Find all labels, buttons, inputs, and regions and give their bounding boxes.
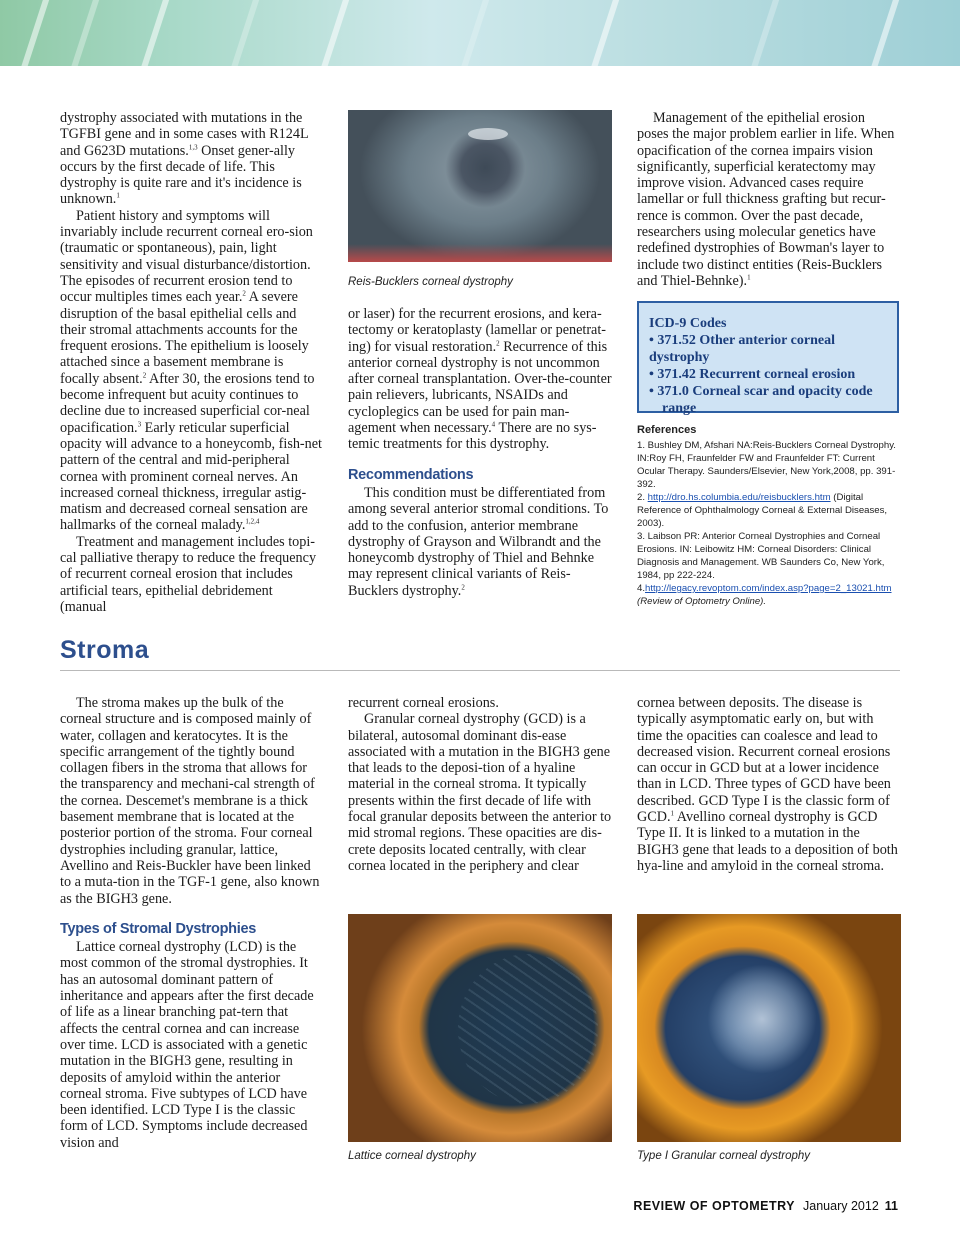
photo-caption: Lattice corneal dystrophy (348, 1150, 476, 1162)
reference-item: 3. Laibson PR: Anterior Corneal Dystrophies and Corneal Erosions. IN: Leibowitz HM: Corneal Disorders: Clinical Diagnosis and Management. WB Saunders Co, New York, 1984, pp 222-224. (637, 531, 885, 581)
icd-item: • 371.52 Other anterior corneal dystrophy (649, 333, 835, 365)
stroma-column-2 (348, 695, 612, 874)
paragraph: Patient history and symptoms will invariably include recurrent corneal ero-sion (traumatic or spontaneous), pain, light sensitivity and visual disturbance/distortion. The episodes of recurrent erosion tend to occur multiples times each year.$^2$ A severe disruption of the basal epithelial cells and their stromal attachments accounts for the frequent erosions. The epithelium is loosely attached since a basement membrane is focally absent.$^2$ After 30, the erosions tend to become infrequent but acuity continues to decline due to increased superficial cor-neal opacification.$^3$ Early reticular superficial opacity will advance to a honeycomb, fish-net pattern of the central and mid-peripheral cornea with prominent corneal nerves. An increased corneal thickness, irregular astig-matism and decreased corneal sensation are hallmarks of the corneal malady.$^{1,2,4}$ (60, 207, 322, 534)
paragraph: Lattice corneal dystrophy (LCD) is the most common of the stromal dystrophies. It has an autosomal dominant pattern of inheritance and appears after the first decade of life as a linear branching pat-tern that affects the central cornea and can increase over time. LCD is associated with a genetic mutation in the BIGH3 gene, resulting in deposits of amyloid within the anterior corneal stroma. Five subtypes of LCD have been identified. LCD Type I is the classic form of LCD. Symptoms include decreased vision and (60, 939, 314, 1151)
paragraph: Management of the epithelial erosion poses the major problem earlier in life. When opacification of the cornea impairs vision significantly, superficial keratectomy may improve vision. Advanced cases require lamellar or full thickness grafting but recur-rence is common. Over the past decade, researchers using molecular genetics have redefined dystrophies of Bowman's layer to include two distinct entities (Reis-Bucklers and Thiel-Behnke).$^1$ (637, 110, 895, 289)
paragraph: This condition must be differentiated from among several anterior stromal conditions. To add to the confusion, anterior membrane dystrophy of Grayson and Wilbrandt and the honeycomb dystrophy of Thiel and Behnke may represent clinical variants of Reis-Bucklers dystrophy.$^2$ (348, 484, 609, 599)
paragraph: dystrophy associated with mutations in the TGFBI gene and in some cases with R124L and G623D mutations.$^{1,3}$ Onset gener-ally occurs by the first decade of life. This dystrophy is quite rare and it's incidence is unknown.$^1$ (60, 110, 309, 208)
references-heading: References (637, 424, 697, 436)
article-column-1 (60, 110, 322, 615)
icd-item-wrap: range (662, 401, 697, 416)
photo-caption: Type I Granular corneal dystrophy (637, 1150, 811, 1162)
section-subheading: Recommendations (348, 466, 474, 483)
article-column-3 (637, 110, 900, 289)
page-footer (633, 1199, 898, 1213)
paragraph: or laser) for the recurrent erosions, and kera-tectomy or keratoplasty (lamellar or penetrat-ing) for visual restoration.$^2$ Recurrence of this anterior corneal dystrophy is not uncommon after corneal transplantation. Over-the-counter pain relievers, lubricants, NSAIDs and cycloplegics can be used for pain man-agement when necessary.$^4$ There are no sys-temic treatments for this dystrophy. (348, 306, 612, 453)
section-title: Stroma (60, 636, 150, 664)
article-column-2 (348, 306, 612, 599)
header-banner (0, 0, 960, 66)
paragraph: cornea between deposits. The disease is typically asymptomatic early on, but with time the opacities can coalesce and lead to decreased vision. Recurrent corneal erosions can occur in GCD but at a lower incidence than in LCD. Three types of GCD have been described. GCD Type I is the classic form of GCD.$^1$ Avellino corneal dystrophy is GCD Type II. It is linked to a mutation in the BIGH3 gene that leads to a deposition of both hya-line and amyloid in the corneal stroma. (637, 695, 898, 874)
paragraph: Granular corneal dystrophy (GCD) is a bilateral, autosomal dominant dis-ease associated with a mutation in the BIGH3 gene that leads to the deposi-tion of a hyaline material in the corneal stroma. It typically presents within the first decade of life with focal granular deposits between the anterior to mid stromal regions. These opacities are dis-crete deposits located centrally, with clear cornea located in the periphery and clear (348, 711, 612, 874)
reference-item: 1. Bushley DM, Afshari NA:Reis-Bucklers Corneal Dystrophy. IN:Roy FH, Fraunfelder FW and Fraunfelder FT: Current Ocular Therapy. Saunders/Elsevier, New York,2008, pp. 391-392. (637, 440, 896, 490)
paragraph: Treatment and management includes topi-cal palliative therapy to reduce the frequency of recurrent corneal erosion that includes artificial tears, epithelial debridement (manual (60, 533, 317, 615)
reference-link[interactable]: http://dro.hs.columbia.edu/reisbucklers.htm (647, 492, 831, 503)
reference-item: 4.http://legacy.revoptom.com/index.asp?page=2_13021.htm (Review of Optometry Online). (637, 583, 892, 607)
granular-dystrophy-photo (637, 914, 901, 1142)
paragraph: recurrent corneal erosions. (348, 695, 499, 711)
lattice-dystrophy-photo (348, 914, 612, 1142)
magazine-name: REVIEW OF OPTOMETRY (633, 1199, 796, 1213)
reis-bucklers-photo (348, 110, 612, 262)
reference-item: 2. http://dro.hs.columbia.edu/reisbucklers.htm (Digital Reference of Ophthalmology Corneal & External Diseases, 2003). (637, 492, 888, 529)
section-subheading: Types of Stromal Dystrophies (60, 920, 256, 937)
references (637, 424, 902, 608)
stroma-column-1 (60, 695, 322, 1151)
icd-item: • 371.0 Corneal scar and opacity code (649, 384, 873, 399)
page-number: 11 (884, 1199, 898, 1213)
section-divider (60, 670, 900, 671)
icd-title: ICD-9 Codes (649, 316, 727, 331)
stroma-column-3 (637, 695, 900, 874)
icd-item: • 371.42 Recurrent corneal erosion (649, 367, 856, 382)
paragraph: The stroma makes up the bulk of the corneal structure and is composed mainly of water, collagen and keratocytes. It is the specific arrangement of the tightly bound collagen fibers in the stroma that allows for the transparency and mechani-cal strength of the cornea. Descemet's membrane is a thick basement membrane that is located at the posterior portion of the stroma. Four corneal dystrophies including granular, lattice, Avellino and Reis-Buckler have been linked to a muta-tion in the TGF-1 gene, also known as the BIGH3 gene. (60, 695, 320, 907)
photo-caption: Reis-Bucklers corneal dystrophy (348, 276, 513, 288)
issue-date: January 2012 (803, 1199, 879, 1213)
reference-link[interactable]: http://legacy.revoptom.com/index.asp?page=2_13021.htm (645, 583, 892, 594)
icd-codes-box (637, 301, 899, 416)
